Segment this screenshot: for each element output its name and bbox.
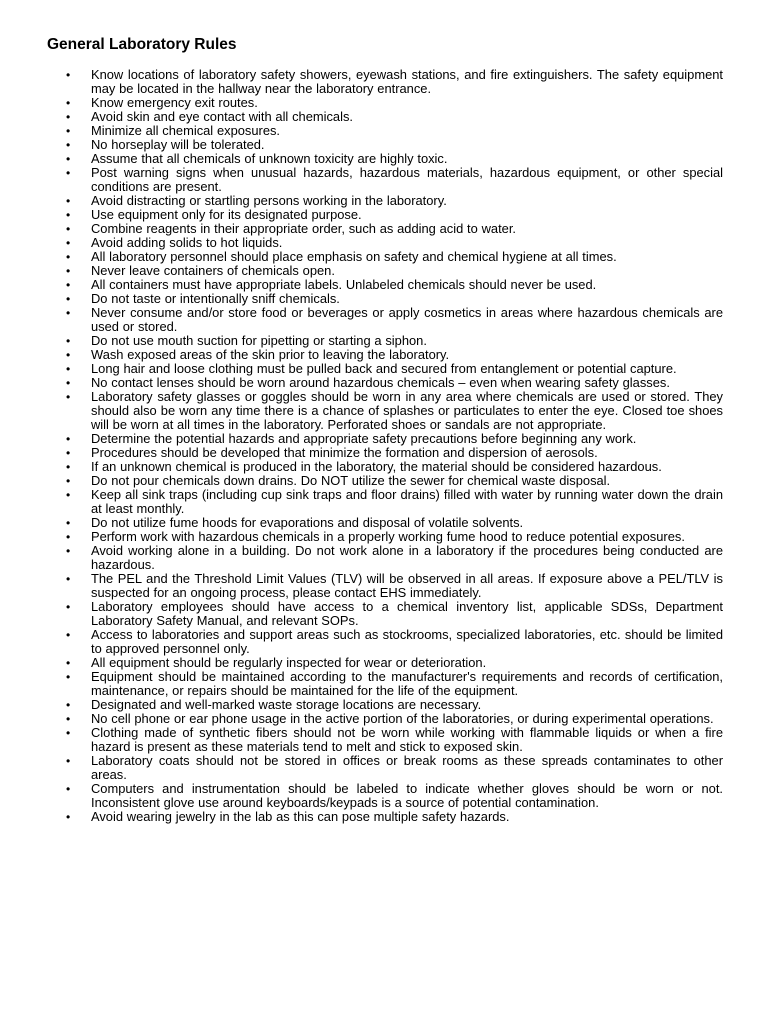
rule-item: • Designated and well-marked waste storage locations are necessary. [0, 698, 768, 712]
rule-item: • All laboratory personnel should place emphasis on safety and chemical hygiene at all times. [0, 250, 768, 264]
rule-item: • Avoid wearing jewelry in the lab as this can pose multiple safety hazards. [0, 810, 768, 824]
rule-item: • No contact lenses should be worn around hazardous chemicals – even when wearing safety glasses. [0, 376, 768, 390]
rule-item: • Determine the potential hazards and appropriate safety precautions before beginning any work. [0, 432, 768, 446]
rule-item: • Perform work with hazardous chemicals in a properly working fume hood to reduce potential exposures. [0, 530, 768, 544]
rule-item: • No cell phone or ear phone usage in the active portion of the laboratories, or during experimental operations. [0, 712, 768, 726]
rule-item: • Clothing made of synthetic fibers should not be worn while working with flammable liquids or when a fire hazard is present as these materials tend to melt and stick to exposed skin. [0, 726, 768, 754]
rule-item: • Avoid working alone in a building. Do not work alone in a laboratory if the procedures being conducted are hazardous. [0, 544, 768, 572]
rule-item: • Avoid distracting or startling persons working in the laboratory. [0, 194, 768, 208]
rule-item: • Long hair and loose clothing must be pulled back and secured from entanglement or potential capture. [0, 362, 768, 376]
rule-item: • Avoid adding solids to hot liquids. [0, 236, 768, 250]
rule-item: • Equipment should be maintained according to the manufacturer's requirements and records of certification, maintenance, or repairs should be maintained for the life of the equipment. [0, 670, 768, 698]
rule-item: • Combine reagents in their appropriate order, such as adding acid to water. [0, 222, 768, 236]
rule-item: • Never consume and/or store food or beverages or apply cosmetics in areas where hazardous chemicals are used or stored. [0, 306, 768, 334]
rule-item: • Access to laboratories and support areas such as stockrooms, specialized laboratories, etc. should be limited to approved personnel only. [0, 628, 768, 656]
rule-item: • Procedures should be developed that minimize the formation and dispersion of aerosols. [0, 446, 768, 460]
rule-item: • Laboratory employees should have access to a chemical inventory list, applicable SDSs, Department Laboratory Safety Manual, and relevant SOPs. [0, 600, 768, 628]
rule-item: • The PEL and the Threshold Limit Values (TLV) will be observed in all areas. If exposure above a PEL/TLV is suspected for an ongoing process, please contact EHS immediately. [0, 572, 768, 600]
rule-item: • Never leave containers of chemicals open. [0, 264, 768, 278]
rule-item: • No horseplay will be tolerated. [0, 138, 768, 152]
rule-item: • Laboratory coats should not be stored in offices or break rooms as these spreads contaminates to other areas. [0, 754, 768, 782]
rule-item: • Post warning signs when unusual hazards, hazardous materials, hazardous equipment, or other special conditions are present. [0, 166, 768, 194]
rule-item: • Minimize all chemical exposures. [0, 124, 768, 138]
rule-item: • Know emergency exit routes. [0, 96, 768, 110]
document-title: General Laboratory Rules [47, 36, 237, 53]
rule-item: • Keep all sink traps (including cup sink traps and floor drains) filled with water by running water down the drain at least monthly. [0, 488, 768, 516]
rule-item: • All containers must have appropriate labels. Unlabeled chemicals should never be used. [0, 278, 768, 292]
rule-item: • All equipment should be regularly inspected for wear or deterioration. [0, 656, 768, 670]
rule-item: • Wash exposed areas of the skin prior to leaving the laboratory. [0, 348, 768, 362]
rules-list [0, 68, 768, 824]
rule-item: • Do not pour chemicals down drains. Do NOT utilize the sewer for chemical waste disposal. [0, 474, 768, 488]
rule-item: • Do not use mouth suction for pipetting or starting a siphon. [0, 334, 768, 348]
rule-item: • Avoid skin and eye contact with all chemicals. [0, 110, 768, 124]
rule-item: • If an unknown chemical is produced in the laboratory, the material should be considered hazardous. [0, 460, 768, 474]
rule-item: • Laboratory safety glasses or goggles should be worn in any area where chemicals are used or stored. They should also be worn any time there is a chance of splashes or particulates to enter the eye. Closed toe shoes will be worn at all times in the laboratory. Perforated shoes or sandals are not appropriate. [0, 390, 768, 432]
rule-item: • Do not utilize fume hoods for evaporations and disposal of volatile solvents. [0, 516, 768, 530]
rule-item: • Use equipment only for its designated purpose. [0, 208, 768, 222]
rule-item: • Assume that all chemicals of unknown toxicity are highly toxic. [0, 152, 768, 166]
rule-item: • Know locations of laboratory safety showers, eyewash stations, and fire extinguishers. The safety equipment may be located in the hallway near the laboratory entrance. [0, 68, 768, 96]
rule-item: • Computers and instrumentation should be labeled to indicate whether gloves should be worn or not. Inconsistent glove use around keyboards/keypads is a source of potential contamination. [0, 782, 768, 810]
rule-item: • Do not taste or intentionally sniff chemicals. [0, 292, 768, 306]
